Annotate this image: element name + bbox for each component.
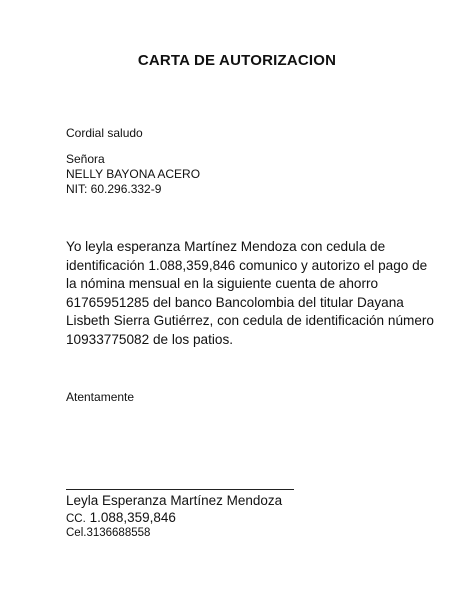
recipient-salutation: Señora bbox=[66, 152, 105, 166]
body-line: 61765951285 del banco Bancolombia del titular Dayana bbox=[66, 294, 404, 310]
recipient-block bbox=[66, 152, 200, 197]
recipient-name: NELLY BAYONA ACERO bbox=[66, 167, 201, 181]
signature-name: Leyla Esperanza Martínez Mendoza bbox=[66, 493, 283, 508]
body-line: la nómina mensual en la siguiente cuenta de ahorro bbox=[66, 276, 379, 291]
body-line: Lisbeth Sierra Gutiérrez, con cedula de identificación número bbox=[66, 313, 434, 328]
body-line: 10933775082 de los patios. bbox=[66, 331, 234, 347]
signature-phone: Cel.3136688558 bbox=[66, 527, 151, 539]
signature-line bbox=[66, 489, 294, 490]
signature-id-number: 1.088,359,846 bbox=[85, 510, 176, 525]
greeting: Cordial saludo bbox=[66, 126, 143, 140]
signature-id-prefix: CC. bbox=[66, 513, 86, 525]
recipient-nit: NIT: 60.296.332-9 bbox=[66, 182, 162, 196]
signature-id bbox=[66, 510, 176, 525]
closing: Atentamente bbox=[66, 390, 135, 404]
body-line: Yo leyla esperanza Martínez Mendoza con cedula de bbox=[66, 239, 386, 254]
body-line: identificación 1.088,359,846 comunico y autorizo el pago de bbox=[66, 257, 428, 273]
document-title: CARTA DE AUTORIZACION bbox=[137, 52, 337, 69]
letter-body bbox=[66, 238, 434, 349]
